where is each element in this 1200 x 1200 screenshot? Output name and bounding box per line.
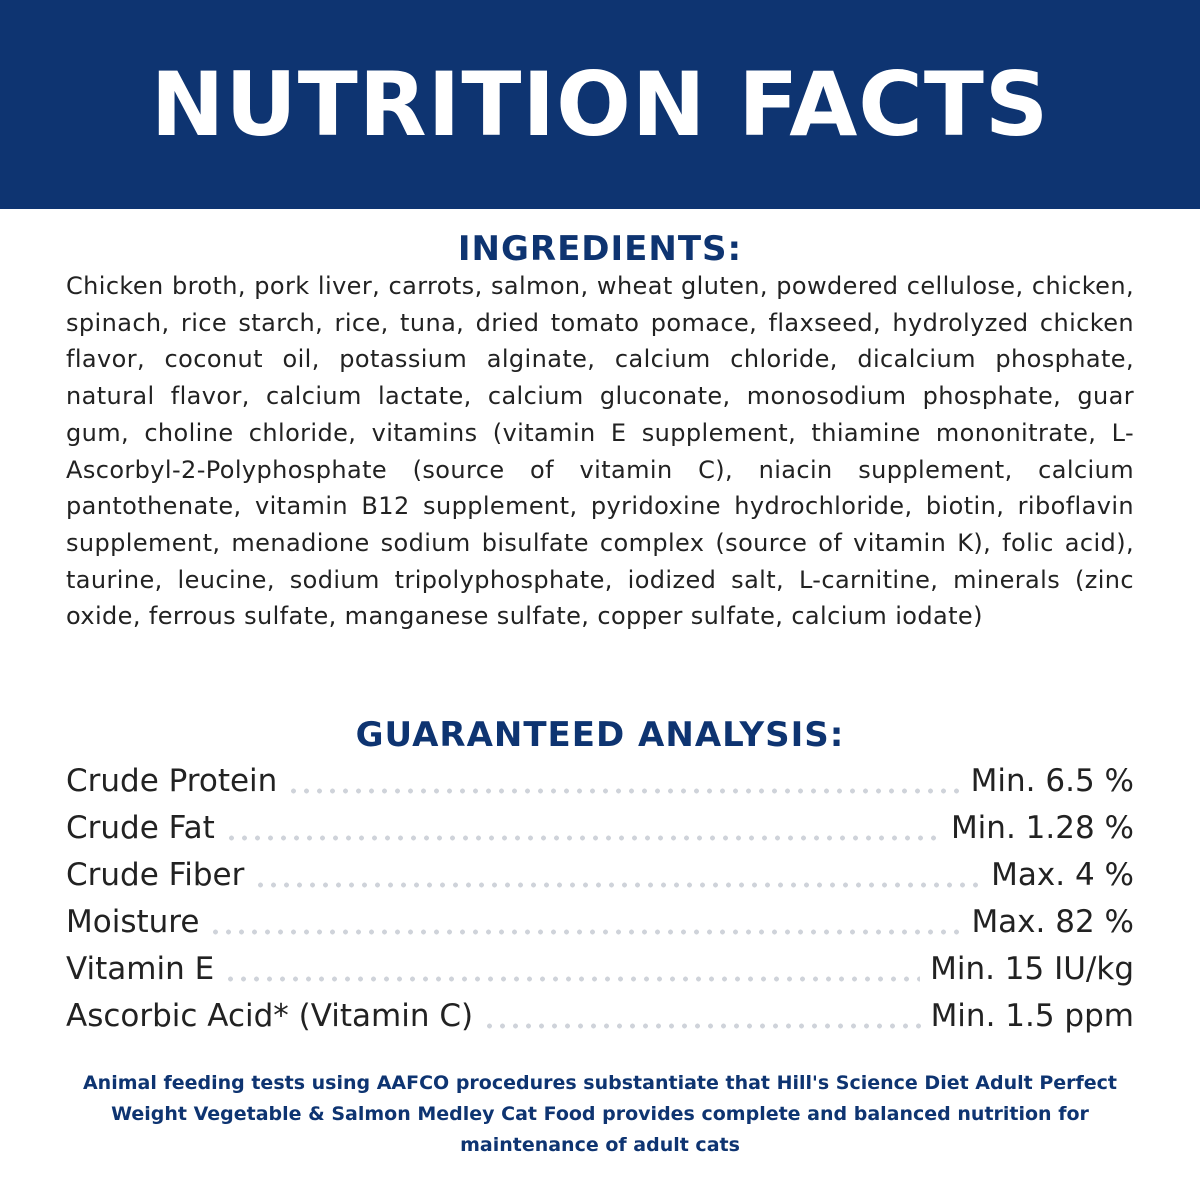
dotted-leader [254, 881, 981, 889]
dotted-leader [209, 928, 961, 936]
analysis-label: Crude Protein [66, 763, 278, 799]
analysis-value: Max. 82 % [971, 904, 1134, 940]
aafco-statement: Animal feeding tests using AAFCO procedures substantiate that Hill's Science Diet Adult Perfect Weight Vegetable & Salmon Medley Cat Food provides complete and balanced nutrition for maintenance of adult cats [82, 1072, 1118, 1156]
header-banner [0, 0, 1200, 209]
analysis-label: Crude Fat [66, 810, 215, 846]
analysis-value: Min. 15 IU/kg [930, 951, 1134, 987]
guaranteed-analysis-heading: GUARANTEED ANALYSIS: [355, 715, 845, 755]
analysis-row-crude-fat [66, 805, 1134, 852]
analysis-value: Min. 1.28 % [950, 810, 1134, 846]
analysis-row-moisture [66, 899, 1134, 946]
ingredients-text: Chicken broth, pork liver, carrots, salmon, wheat gluten, powdered cellulose, chicken, spinach, rice starch, rice, tuna, dried tomato pomace, flaxseed, hydrolyzed chicken flavor, coconut oil, potassium alginate, calcium chloride, dicalcium phosphate, natural flavor, calcium lactate, calcium gluconate, monosodium phosphate, guar gum, choline chloride, vitamins (vitamin E supplement, thiamine mononitrate, L-Ascorbyl-2-Polyphosphate (source of vitamin C), niacin supplement, calcium pantothenate, vitamin B12 supplement, pyridoxine hydrochloride, biotin, riboflavin supplement, menadione sodium bisulfate complex (source of vitamin K), folic acid), taurine, leucine, sodium tripolyphosphate, iodized salt, L-carnitine, minerals (zinc oxide, ferrous sulfate, manganese sulfate, copper sulfate, calcium iodate) [66, 272, 1134, 631]
analysis-row-vitamin-e [66, 946, 1134, 993]
analysis-value: Min. 6.5 % [970, 763, 1134, 799]
guaranteed-analysis-table [66, 758, 1134, 1040]
dotted-leader [287, 787, 960, 795]
analysis-row-ascorbic-acid [66, 993, 1134, 1040]
analysis-value: Max. 4 % [991, 857, 1134, 893]
page-title: NUTRITION FACTS [150, 53, 1050, 156]
analysis-label: Vitamin E [66, 951, 215, 987]
analysis-label: Moisture [66, 904, 200, 940]
dotted-leader [483, 1022, 920, 1030]
dotted-leader [225, 834, 941, 842]
analysis-row-crude-fiber [66, 852, 1134, 899]
analysis-value: Min. 1.5 ppm [930, 998, 1134, 1034]
analysis-label: Ascorbic Acid* (Vitamin C) [66, 998, 474, 1034]
ingredients-heading: INGREDIENTS: [457, 229, 743, 269]
analysis-label: Crude Fiber [66, 857, 245, 893]
analysis-row-crude-protein [66, 758, 1134, 805]
dotted-leader [224, 975, 920, 983]
